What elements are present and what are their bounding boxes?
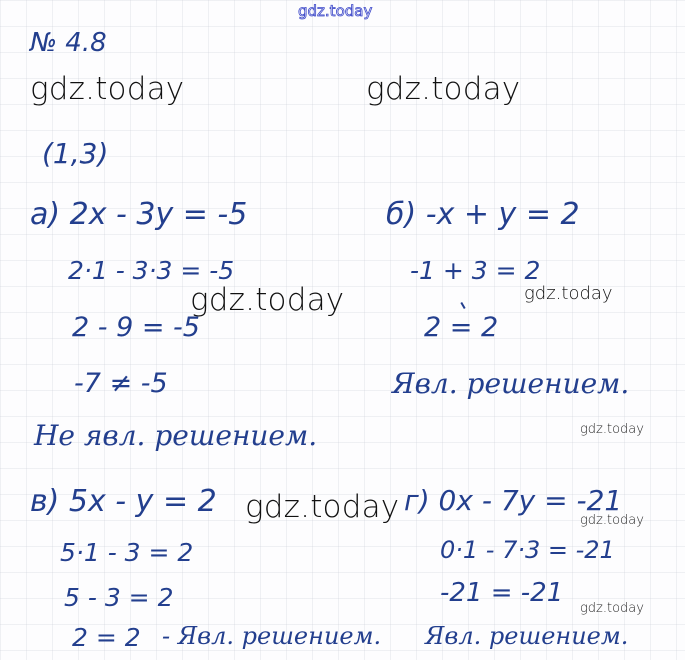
part-a-step: -7 ≠ -5 [74,368,168,399]
watermark: gdz.today [190,282,345,318]
part-g-step: 0·1 - 7·3 = -21 [440,536,615,564]
part-b-conclusion: Явл. решением. [392,367,630,400]
watermark: gdz.today [580,601,644,616]
watermark: gdz.today [580,513,644,528]
part-a-step: 2·1 - 3·3 = -5 [68,256,235,285]
part-b-step: -1 + 3 = 2 [410,256,541,285]
part-b-step: 2 = 2 [424,312,499,343]
watermark: gdz.today [30,71,185,107]
part-g-conclusion: Явл. решением. [425,622,629,650]
watermark-top: gdz.today [298,2,373,20]
part-a-conclusion: Не явл. решением. [34,419,318,452]
part-v-step: 2 = 2 [72,623,141,652]
problem-number: № 4.8 [30,28,107,58]
part-v-equation: в) 5x - y = 2 [30,484,217,519]
part-v-step: 5 - 3 = 2 [64,583,174,612]
part-v-conclusion: - Явл. решением. [162,622,382,650]
part-a-equation: а) 2x - 3y = -5 [30,197,248,232]
part-g-step: -21 = -21 [440,578,564,608]
part-v-step: 5·1 - 3 = 2 [60,538,194,567]
given-point: (1,3) [42,137,109,170]
watermark: gdz.today [366,71,521,107]
stray-mark [460,302,465,309]
watermark: gdz.today [524,283,613,304]
watermark: gdz.today [245,489,400,525]
part-b-equation: б) -x + y = 2 [386,197,580,232]
part-g-equation: г) 0x - 7y = -21 [404,484,623,517]
part-a-step: 2 - 9 = -5 [72,312,200,343]
watermark: gdz.today [580,422,644,437]
